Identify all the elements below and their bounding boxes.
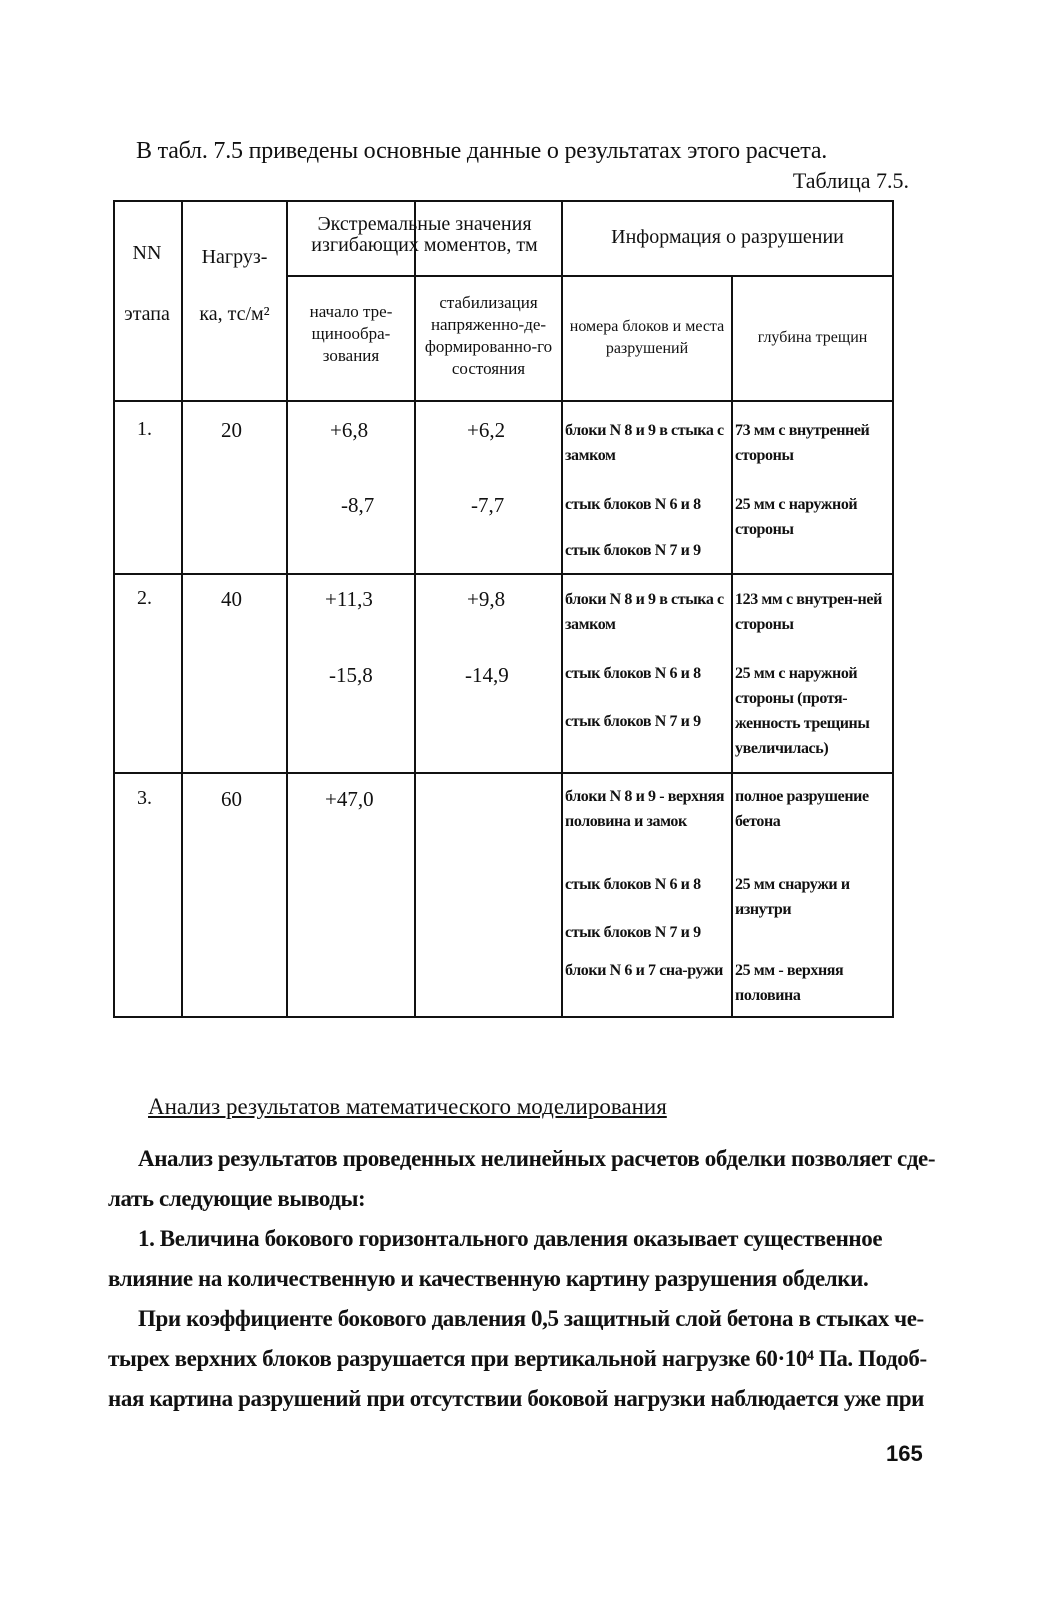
row3-crack-pos: +47,0: [325, 787, 374, 811]
row3-depth-2: 25 мм снаружи и изнутри: [735, 876, 850, 918]
row2-block-3: стык блоков N 7 и 9: [565, 713, 701, 730]
row1-stage: 1.: [137, 418, 152, 440]
row3-block-3: стык блоков N 7 и 9: [565, 924, 701, 941]
paragraph-line: При коэффициенте бокового давления 0,5 защитный слой бетона в стыках че-: [138, 1306, 924, 1331]
row1-crack-neg: -8,7: [341, 493, 375, 517]
row1-block-1: блоки N 8 и 9 в стыка с замком: [565, 422, 724, 464]
header-stabilization: стабилизация напряженно-де-формированно-го состояния: [424, 293, 553, 378]
row2-stab-pos: +9,8: [467, 587, 506, 611]
row2-block-1: блоки N 8 и 9 в стыка с замком: [565, 591, 724, 633]
header-moments-group: Экстремальные значения изгибающих моментов, тм: [311, 213, 538, 256]
paragraph-line: лать следующие выводы:: [108, 1186, 366, 1211]
row3-block-1: блоки N 8 и 9 - верхняя половина и замок: [565, 788, 725, 830]
row1-block-3: стык блоков N 7 и 9: [565, 542, 701, 559]
header-stage-bottom: этапа: [124, 303, 170, 325]
section-title: Анализ результатов математического моделирования: [148, 1094, 667, 1119]
table-caption: Таблица 7.5.: [792, 168, 909, 193]
results-table: [113, 200, 894, 1018]
row1-depth-1: 73 мм с внутренней стороны: [735, 422, 870, 464]
page-number: 165: [886, 1441, 923, 1466]
row3-block-2: стык блоков N 6 и 8: [565, 876, 701, 893]
row2-stage: 2.: [137, 587, 152, 609]
intro-sentence: В табл. 7.5 приведены основные данные о результатах этого расчета.: [136, 138, 828, 164]
row1-load: 20: [221, 418, 242, 442]
paragraph-line: Анализ результатов проведенных нелинейных расчетов обделки позволяет сде-: [138, 1146, 936, 1171]
row3-depth-3: 25 мм - верхняя половина: [735, 962, 844, 1004]
row1-stab-neg: -7,7: [471, 493, 505, 517]
header-load-top: Нагруз-: [201, 246, 268, 268]
row1-depth-2: 25 мм с наружной стороны: [735, 496, 858, 538]
row2-crack-pos: +11,3: [325, 587, 373, 611]
row1-crack-pos: +6,8: [330, 418, 369, 442]
header-load-bottom: ка, тс/м²: [199, 303, 270, 325]
row3-block-4: блоки N 6 и 7 сна-ружи: [565, 962, 723, 979]
header-depth: глубина трещин: [757, 329, 868, 346]
row2-block-2: стык блоков N 6 и 8: [565, 665, 701, 682]
header-blocks: номера блоков и места разрушений: [569, 318, 725, 357]
header-info-group: Информация о разрушении: [611, 226, 844, 248]
paragraph-line: 1. Величина бокового горизонтального давления оказывает существенное: [138, 1226, 883, 1251]
row1-block-2: стык блоков N 6 и 8: [565, 496, 701, 513]
row3-stage: 3.: [137, 787, 152, 809]
row2-depth-1: 123 мм с внутрен-ней стороны: [735, 591, 882, 633]
paragraph-line: ная картина разрушений при отсутствии боковой нагрузки наблюдается уже при: [108, 1386, 924, 1411]
row3-load: 60: [221, 787, 242, 811]
header-crack-start: начало тре-щинообра-зования: [309, 302, 393, 365]
row1-stab-pos: +6,2: [467, 418, 506, 442]
row2-load: 40: [221, 587, 242, 611]
row2-crack-neg: -15,8: [329, 663, 373, 687]
paragraph-line: тырех верхних блоков разрушается при вертикальной нагрузке 60·10⁴ Па. Подоб-: [108, 1346, 927, 1371]
row2-depth-2: 25 мм с наружной стороны (протя-женность трещины увеличилась): [735, 665, 870, 757]
header-stage-top: NN: [132, 242, 162, 264]
row3-depth-1: полное разрушение бетона: [735, 788, 869, 830]
row2-stab-neg: -14,9: [465, 663, 509, 687]
paragraph-line: влияние на количественную и качественную картину разрушения обделки.: [108, 1266, 869, 1291]
